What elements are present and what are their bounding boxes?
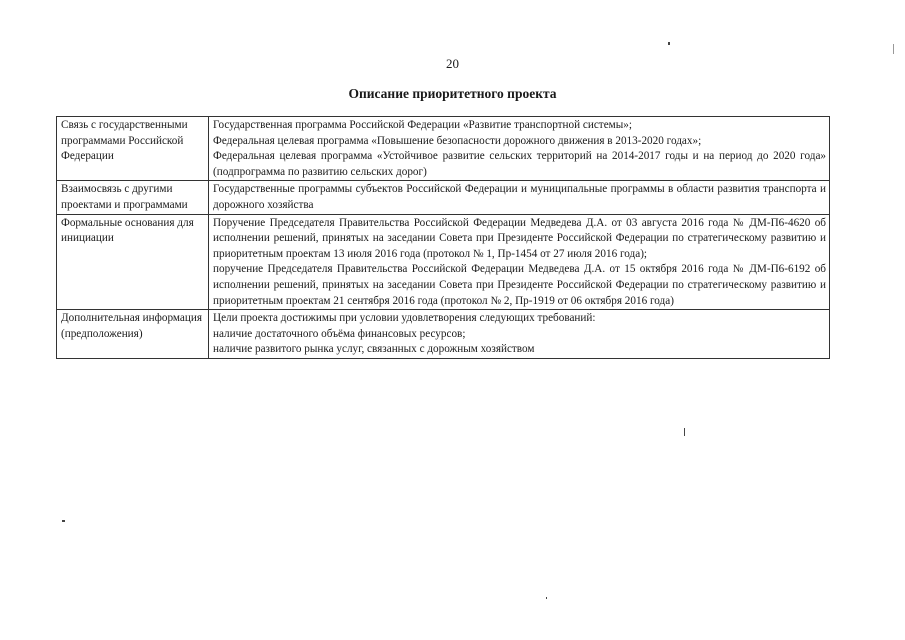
row-value-line: Федеральная целевая программа «Устойчивое развитие сельских территорий на 2014-2017 годы и на период до 2020 года» (подпрограмма по развитию сельских дорог) bbox=[213, 150, 826, 178]
scan-speck bbox=[546, 597, 547, 599]
table-row-programs-link bbox=[57, 117, 830, 181]
row-value-line: наличие достаточного объёма финансовых ресурсов; bbox=[213, 327, 466, 340]
row-value bbox=[209, 310, 830, 359]
row-value-line: наличие развитого рынка услуг, связанных с дорожным хозяйством bbox=[213, 343, 535, 356]
row-value bbox=[209, 181, 830, 214]
row-value bbox=[209, 117, 830, 181]
scan-speck bbox=[62, 520, 65, 522]
row-label: Дополнительная информация (предположения) bbox=[57, 310, 209, 359]
document-title: Описание приоритетного проекта bbox=[348, 86, 557, 101]
table-row-formal-grounds bbox=[57, 214, 830, 310]
scan-speck bbox=[893, 44, 894, 54]
row-value-line: Государственная программа Российской Федерации «Развитие транспортной системы»; bbox=[213, 119, 632, 131]
page-number: 20 bbox=[446, 56, 459, 71]
table-row-interrelation bbox=[57, 181, 830, 214]
row-label: Взаимосвязь с другими проектами и программами bbox=[57, 181, 209, 214]
row-value-line: Федеральная целевая программа «Повышение безопасности дорожного движения в 2013-2020 годах»; bbox=[213, 134, 702, 147]
row-label: Связь с государственными программами Российской Федерации bbox=[57, 117, 209, 181]
row-value-line: поручение Председателя Правительства Российской Федерации Медведева Д.А. от 15 октября 2016 года № ДМ-П6-6192 об исполнении решений, принятых на заседании Совета при Президенте Российской Федерации по стратегическому развитию и приоритетным проектам 21 сентября 2016 года (протокол № 2, Пр-1919 от 06 октября 2016 года) bbox=[213, 263, 826, 307]
row-value bbox=[209, 214, 830, 310]
row-value-line: Цели проекта достижимы при условии удовлетворения следующих требований: bbox=[213, 312, 596, 325]
row-value-line: Поручение Председателя Правительства Российской Федерации Медведева Д.А. от 03 августа 2016 года № ДМ-П6-4620 об исполнении решений, принятых на заседании Совета при Президенте Российской Федерации по стратегическому развитию и приоритетным проектам 13 июля 2016 года (протокол № 1, Пр-1454 от 27 июля 2016 года); bbox=[213, 216, 826, 260]
row-label: Формальные основания для инициации bbox=[57, 214, 209, 310]
table-row-additional-info bbox=[57, 310, 830, 359]
scan-speck bbox=[684, 428, 685, 436]
row-value-line: Государственные программы субъектов Российской Федерации и муниципальные программы в области развития транспорта и дорожного хозяйства bbox=[213, 183, 826, 211]
scan-speck bbox=[668, 42, 670, 45]
project-info-table bbox=[56, 116, 830, 359]
